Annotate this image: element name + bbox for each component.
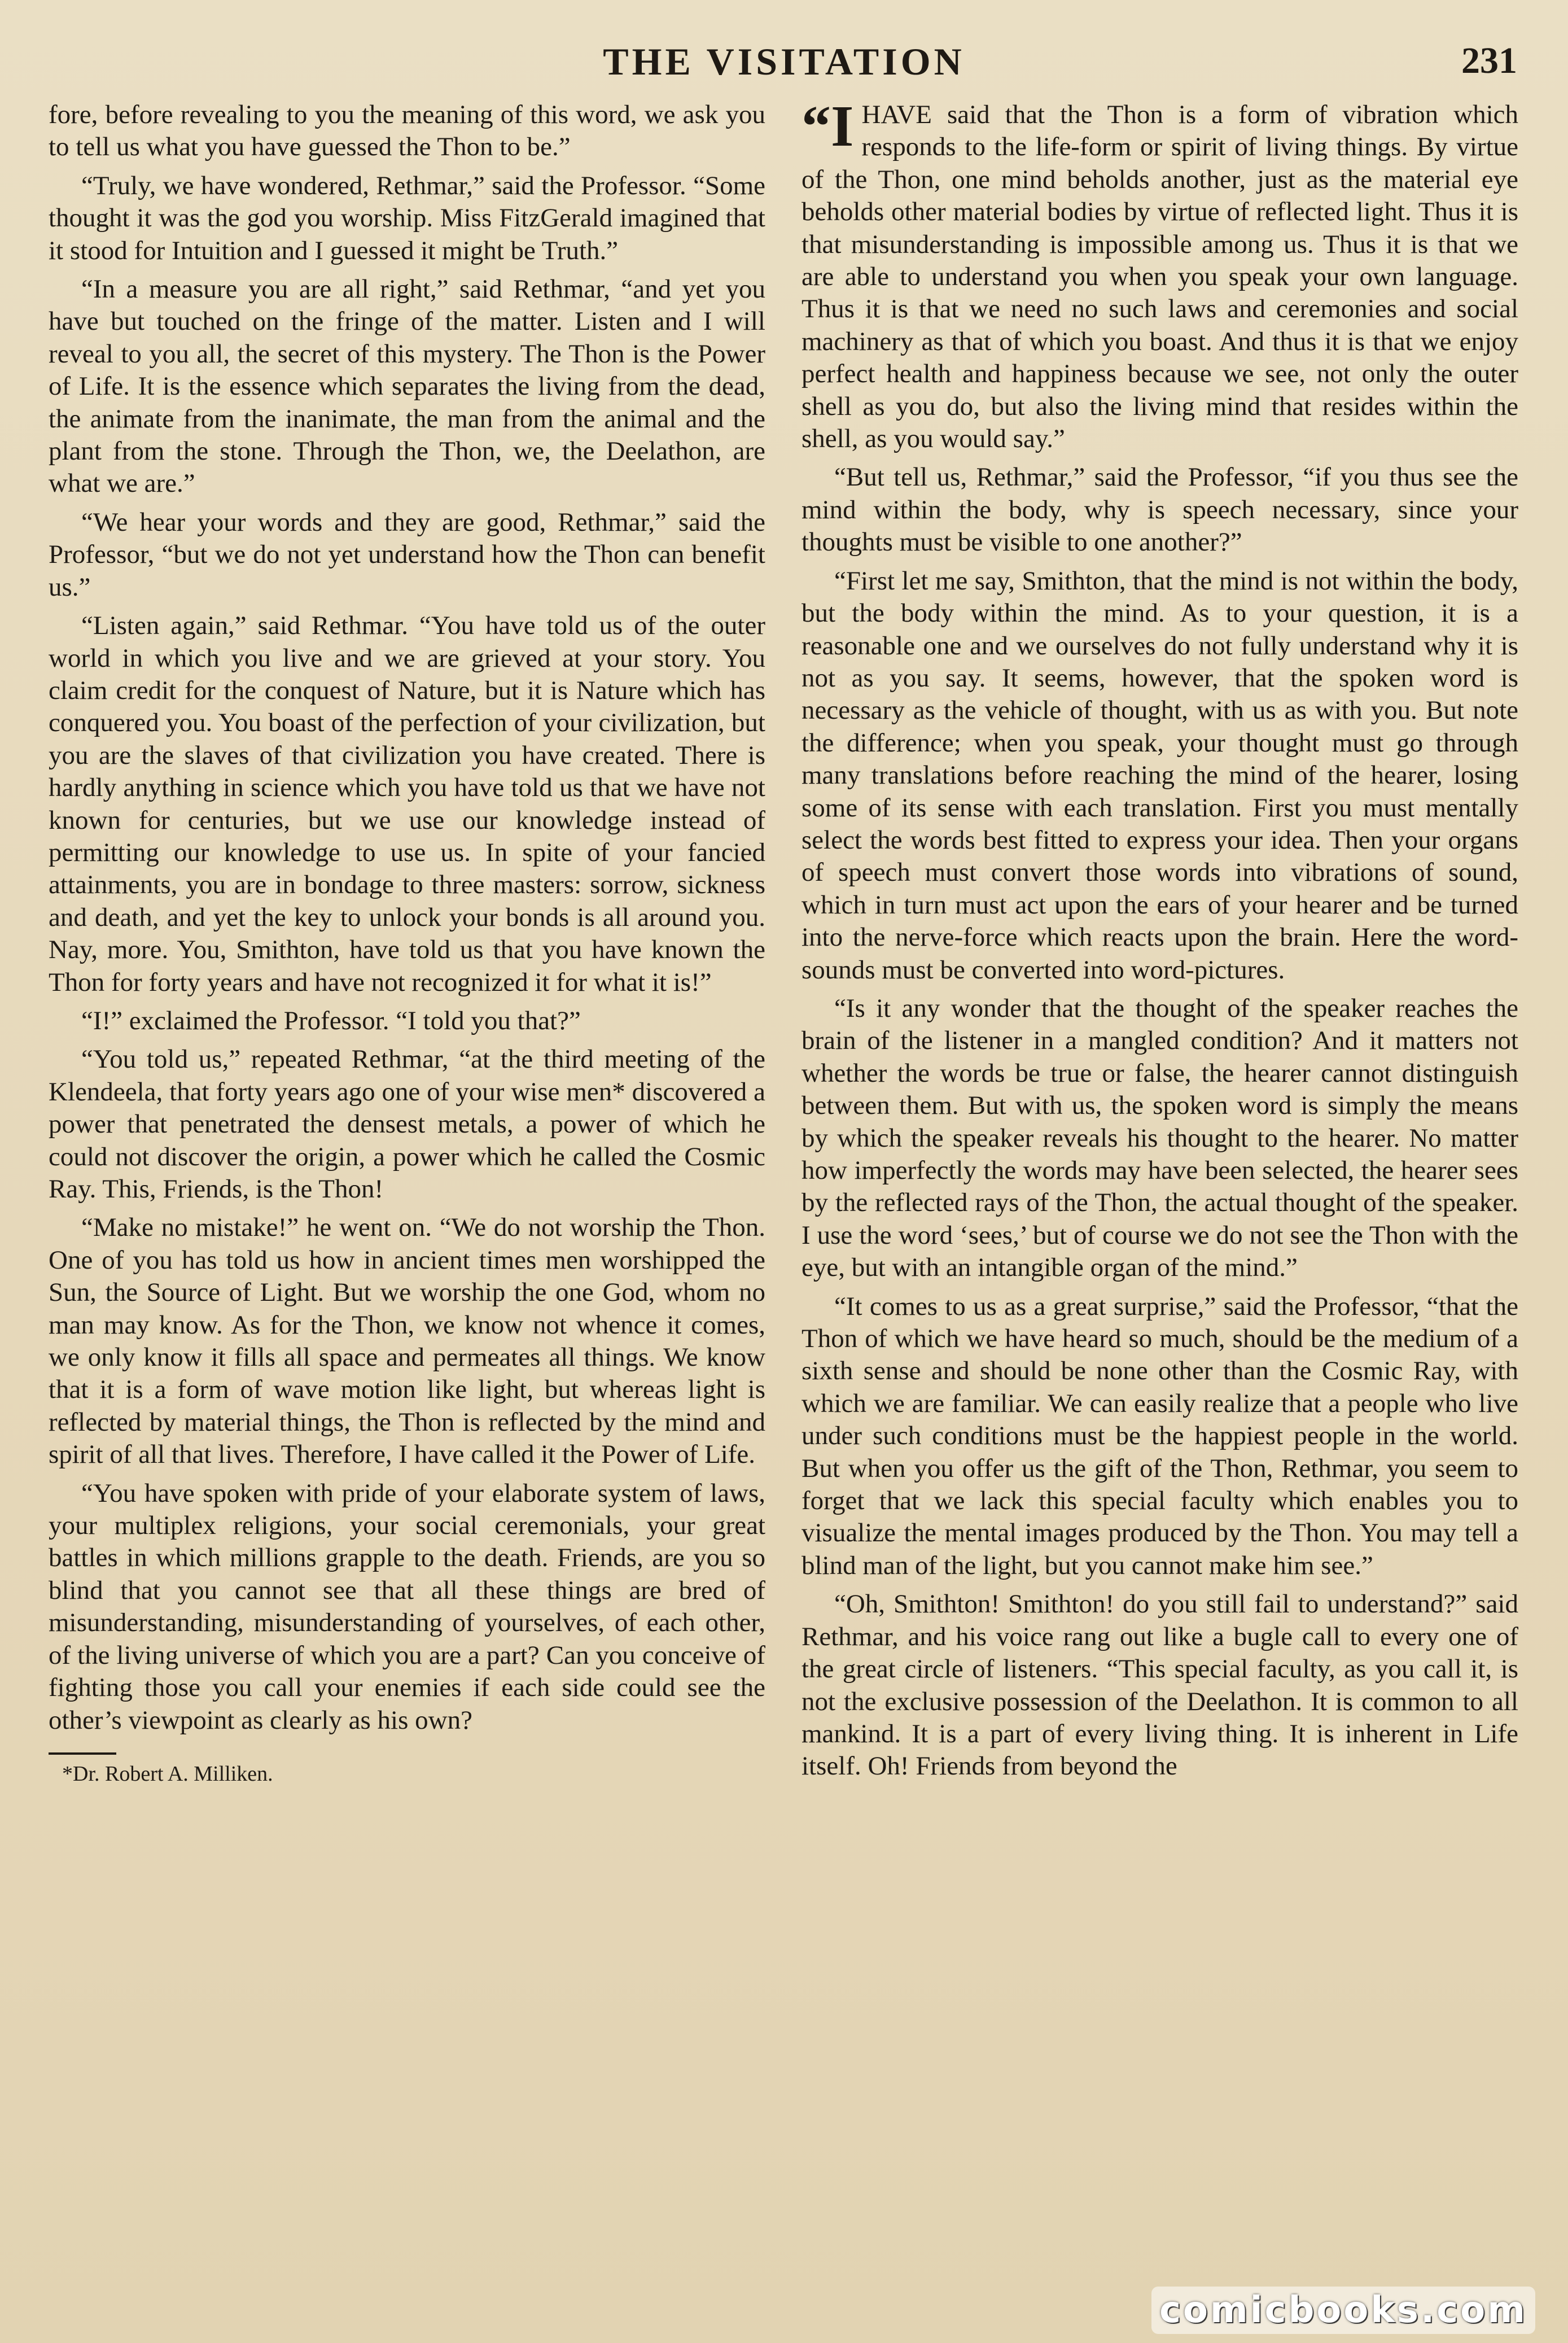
paragraph: “Truly, we have wondered, Rethmar,” said the Professor. “Some thought it was the god you worship. Miss FitzGerald imagined that it stood for Intuition and I guessed it might be Truth.” [49, 171, 765, 265]
paragraph: “It comes to us as a great surprise,” said the Professor, “that the Thon of which we have heard so much, should be the medium of a sixth sense and should be none other than the Cosmic Ray, with which we are familiar. We can easily realize that a people who live under such conditions must be the happiest people in the world. But when you offer us the gift of the Thon, Rethmar, you seem to forget that we lack this special faculty which enables you to visualize the mental images produced by the Thon. You may tell a blind man of the light, but you cannot make him see.” [801, 1291, 1518, 1580]
paragraph: “We hear your words and they are good, Rethmar,” said the Professor, “but we do not yet understand how the Thon can benefit us.” [49, 507, 765, 602]
paragraph: “But tell us, Rethmar,” said the Professor, “if you thus see the mind within the body, why is speech necessary, since your thoughts must be visible to one another?” [801, 462, 1518, 557]
paragraph: “Make no mistake!” he went on. “We do not worship the Thon. One of you has told us how in ancient times men worshipped the Sun, the Source of Light. But we worship the one God, whom no man may know. As for the Thon, we know not whence it comes, we only know it fills all space and permeates all things. We know that it is a form of wave motion like light, but whereas light is reflected by material things, the Thon is reflected by the mind and spirit of all that lives. Therefore, I have called it the Power of Life. [49, 1213, 765, 1470]
footnote-divider [49, 1752, 116, 1755]
paragraph: fore, before revealing to you the meaning of this word, we ask you to tell us what you have guessed the Thon to be.” [49, 100, 765, 162]
drop-cap: “I [801, 94, 854, 159]
running-title: THE VISITATION [603, 40, 965, 83]
paragraph: “I!” exclaimed the Professor. “I told you that?” [81, 1006, 581, 1035]
page-number: 231 [1461, 40, 1517, 81]
site-watermark: comicbooks.com [1151, 2287, 1535, 2334]
page-header [0, 40, 1568, 96]
paragraph: “In a measure you are all right,” said Rethmar, “and yet you have but touched on the fringe of the matter. Listen and I will reveal to you all, the secret of this mystery. The Thon is the Power of Life. It is the essence which separates the living from the dead, the animate from the inanimate, the man from the animal and the plant from the stone. Through the Thon, we, the Deelathon, are what we are.” [49, 274, 765, 499]
opening-paragraph-text: HAVE said that the Thon is a form of vibration which responds to the life-form or spirit of living things. By virtue of the Thon, one mind beholds another, just as the material eye beholds other material bodies by virtue of reflected light. Thus it is that misunderstanding is impossible among us. Thus it is that we are able to understand you when you speak your own language. Thus it is that we need no such laws and ceremonies and social machinery as that of which you boast. And thus it is that we enjoy perfect health and happiness because we see, not only the outer shell as you do, but also the living mind that resides within the shell, as you would say.” [801, 100, 1518, 454]
left-column [49, 99, 765, 1787]
paragraph: “First let me say, Smithton, that the mind is not within the body, but the body within the mind. As to your question, it is a reasonable one and we ourselves do not fully understand why it is not as you say. It seems, however, that the spoken word is necessary as the vehicle of thought, with us as with you. But note the difference; when you speak, your thought must go through many translations before reaching the mind of the hearer, losing some of its sense with each translation. First you must mentally select the words best fitted to express your idea. Then your organs of speech must convert those words into vibrations of sound, which in turn must act upon the ears of your hearer and be turned into the nerve-force which reacts upon the brain. Here the word-sounds must be converted into word-pictures. [801, 566, 1518, 985]
footnote: *Dr. Robert A. Milliken. [62, 1761, 273, 1786]
paragraph: “You have spoken with pride of your elaborate system of laws, your multiplex religions, your social ceremonials, your great battles in which millions grapple to the death. Friends, are you so blind that you cannot see that all these things are bred of misunderstanding, misunderstanding of yourselves, of each other, of the living universe of which you are a part? Can you conceive of fighting those you call your enemies if each side could see the other’s viewpoint as clearly as his own? [49, 1478, 765, 1735]
right-column [801, 94, 1518, 1789]
paragraph: “Listen again,” said Rethmar. “You have told us of the outer world in which you live and we are grieved at your story. You claim credit for the conquest of Nature, but it is Nature which has conquered you. You boast of the perfection of your civilization, but you are the slaves of that civilization you have created. There is hardly anything in science which you have told us that we have not known for centuries, but we use our knowledge instead of permitting our knowledge to use us. In spite of your fancied attainments, you are in bondage to three masters: sorrow, sickness and death, and yet the key to unlock your bonds is all around you. Nay, more. You, Smithton, have told us that you have known the Thon for forty years and have not recognized it for what it is!” [49, 611, 765, 997]
paragraph: “You told us,” repeated Rethmar, “at the third meeting of the Klendeela, that forty years ago one of your wise men* discovered a power that penetrated the densest metals, a power of which he could not discover the origin, a power which he called the Cosmic Ray. This, Friends, is the Thon! [49, 1044, 765, 1204]
paragraph: “Oh, Smithton! Smithton! do you still fail to understand?” said Rethmar, and his voice rang out like a bugle call to every one of the great circle of listeners. “This special faculty, as you call it, is not the exclusive possession of the Deelathon. It is common to all mankind. It is a part of every living thing. It is inherent in Life itself. Oh! Friends from beyond the [801, 1589, 1518, 1781]
paragraph: “Is it any wonder that the thought of the speaker reaches the brain of the listener in a mangled condition? And it matters not whether the words be true or false, the hearer cannot distinguish between them. But with us, the spoken word is simply the means by which the speaker reveals his thought to the hearer. No matter how imperfectly the words may have been selected, the hearer sees by the reflected rays of the Thon, the actual thought of the speaker. I use the word ‘sees,’ but of course we do not see the Thon with the eye, but with an intangible organ of the mind.” [801, 993, 1518, 1283]
opening-paragraph [801, 94, 1518, 455]
